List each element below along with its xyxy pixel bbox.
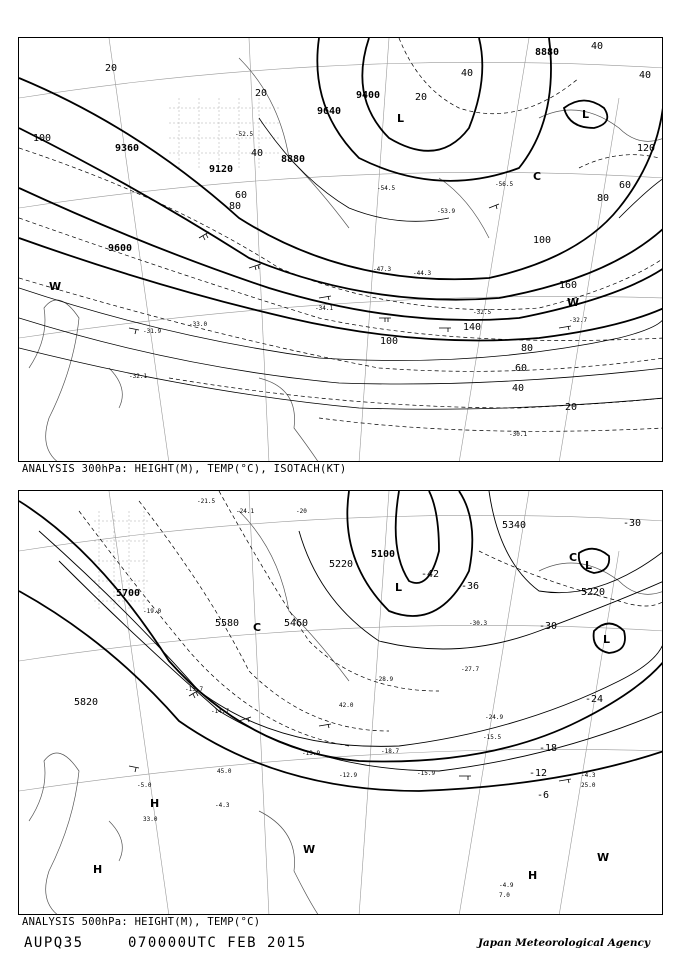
isotach-label: 120 <box>637 143 656 154</box>
map-panel-500hpa <box>18 490 663 915</box>
station-value: -24.9 <box>485 714 504 721</box>
station-value: -20 <box>296 508 307 515</box>
cold-symbol: C <box>253 621 262 634</box>
isotach-label: 100 <box>533 235 552 246</box>
station-value: -28.9 <box>375 676 394 683</box>
temp-label: -30.1 <box>509 431 528 438</box>
temp-label: -30 <box>623 518 642 529</box>
height-label: 8880 <box>535 47 560 58</box>
station-value: -21.5 <box>197 498 216 505</box>
temp-label: -42 <box>421 569 440 580</box>
isotach-label: 40 <box>512 383 525 394</box>
station-values <box>137 498 596 899</box>
coastline <box>29 511 663 915</box>
height-label: 9600 <box>108 243 133 254</box>
isotach-label: 100 <box>33 133 52 144</box>
station-value: -30.3 <box>469 620 488 627</box>
high-symbol: H <box>528 869 538 882</box>
low-symbol: L <box>603 633 611 646</box>
temp-label: -54.5 <box>377 185 396 192</box>
temp-label: -30 <box>539 621 558 632</box>
temp-label: -44.3 <box>413 270 432 277</box>
height-labels <box>108 47 559 254</box>
isotach-label: 60 <box>235 190 248 201</box>
height-label: 5820 <box>74 697 99 708</box>
temp-label: -33.0 <box>189 321 208 328</box>
isotach-label: 20 <box>255 88 268 99</box>
station-value: 33.0 <box>143 816 158 823</box>
low-symbol: L <box>397 112 405 125</box>
height-label: 9360 <box>115 143 140 154</box>
panel-caption-300hpa: ANALYSIS 300hPa: HEIGHT(M), TEMP(°C), ISOTACH(KT) <box>22 463 347 475</box>
height-label: 9400 <box>356 90 381 101</box>
station-value: 25.0 <box>581 782 596 789</box>
low-symbol: L <box>582 108 590 121</box>
station-value: -4.9 <box>499 882 514 889</box>
station-value: -4.3 <box>581 772 596 779</box>
chart-timestamp: 070000UTC FEB 2015 <box>128 935 307 951</box>
temp-label: -32.7 <box>569 317 588 324</box>
isotach-label: 40 <box>461 68 474 79</box>
height-label: 5220 <box>329 559 354 570</box>
pressure-symbols <box>49 108 589 309</box>
station-value: -15.5 <box>483 734 502 741</box>
temp-label: -24 <box>585 694 604 705</box>
isotach-label: 40 <box>639 70 652 81</box>
map-300hpa <box>19 38 663 462</box>
warm-symbol: W <box>49 280 62 293</box>
temp-label: -56.5 <box>495 181 514 188</box>
isotach-label: 140 <box>463 322 482 333</box>
station-value: -5.0 <box>137 782 152 789</box>
station-value: -14.7 <box>211 708 230 715</box>
isotach-label: 80 <box>521 343 534 354</box>
isotherms <box>19 38 663 431</box>
temp-label: -32.5 <box>473 309 492 316</box>
station-value: -12.9 <box>339 772 358 779</box>
isotach-label: 160 <box>559 280 578 291</box>
low-symbol: L <box>395 581 403 594</box>
cold-symbol: C <box>569 551 578 564</box>
station-value: -18.7 <box>381 748 400 755</box>
height-label: 5700 <box>116 588 141 599</box>
station-value: -15.9 <box>417 770 436 777</box>
height-label: 8880 <box>281 154 306 165</box>
high-symbol: H <box>150 797 160 810</box>
height-label: 5220 <box>581 587 606 598</box>
map-panel-300hpa <box>18 37 663 462</box>
isotach-label: 20 <box>565 402 578 413</box>
height-label: 5460 <box>284 618 309 629</box>
chart-code: AUPQ35 <box>24 935 84 951</box>
station-value: -13.9 <box>302 750 321 757</box>
station-value: 42.0 <box>339 702 354 709</box>
station-value: -15.7 <box>185 686 204 693</box>
isotach-label: 100 <box>380 336 399 347</box>
warm-symbol: W <box>303 843 316 856</box>
height-label: 5340 <box>502 520 527 531</box>
station-value: -4.3 <box>215 802 230 809</box>
temp-label: -34.1 <box>315 305 334 312</box>
panel-caption-500hpa: ANALYSIS 500hPa: HEIGHT(M), TEMP(°C) <box>22 916 261 928</box>
station-value: 45.0 <box>217 768 232 775</box>
isotach-label: 80 <box>597 193 610 204</box>
temp-label: -18 <box>539 743 558 754</box>
isotach-label: 20 <box>105 63 118 74</box>
station-value: -24.1 <box>236 508 255 515</box>
isotach-label: 60 <box>619 180 632 191</box>
height-label: 9640 <box>317 106 342 117</box>
height-label: 5580 <box>215 618 240 629</box>
low-symbol: L <box>585 559 593 572</box>
height-label: 5100 <box>371 549 396 560</box>
temp-label: -12 <box>529 768 548 779</box>
temp-label: -53.9 <box>437 208 456 215</box>
temp-label: -47.3 <box>373 266 392 273</box>
station-value: -27.7 <box>461 666 480 673</box>
temp-label: -32.1 <box>129 373 148 380</box>
temp-label: -36 <box>461 581 480 592</box>
wind-barbs <box>129 204 571 334</box>
height-contours-thin <box>39 491 663 771</box>
isotach-labels <box>33 41 655 413</box>
temperature-labels <box>421 518 641 801</box>
agency-name: Japan Meteorological Agency <box>477 937 650 949</box>
warm-symbol: W <box>567 296 580 309</box>
isotach-label: 40 <box>251 148 264 159</box>
isotach-label: 80 <box>229 201 242 212</box>
temp-label: -31.9 <box>143 328 162 335</box>
temp-label: -6 <box>537 790 550 801</box>
station-value: -19.0 <box>143 608 162 615</box>
map-500hpa <box>19 491 663 915</box>
temp-label: -52.5 <box>235 131 254 138</box>
cold-symbol: C <box>533 170 542 183</box>
warm-symbol: W <box>597 851 610 864</box>
isotach-label: 40 <box>591 41 604 52</box>
high-symbol: H <box>93 863 103 876</box>
isotach-label: 20 <box>415 92 428 103</box>
station-value: 7.0 <box>499 892 510 899</box>
height-label: 9120 <box>209 164 234 175</box>
isotach-label: 60 <box>515 363 528 374</box>
